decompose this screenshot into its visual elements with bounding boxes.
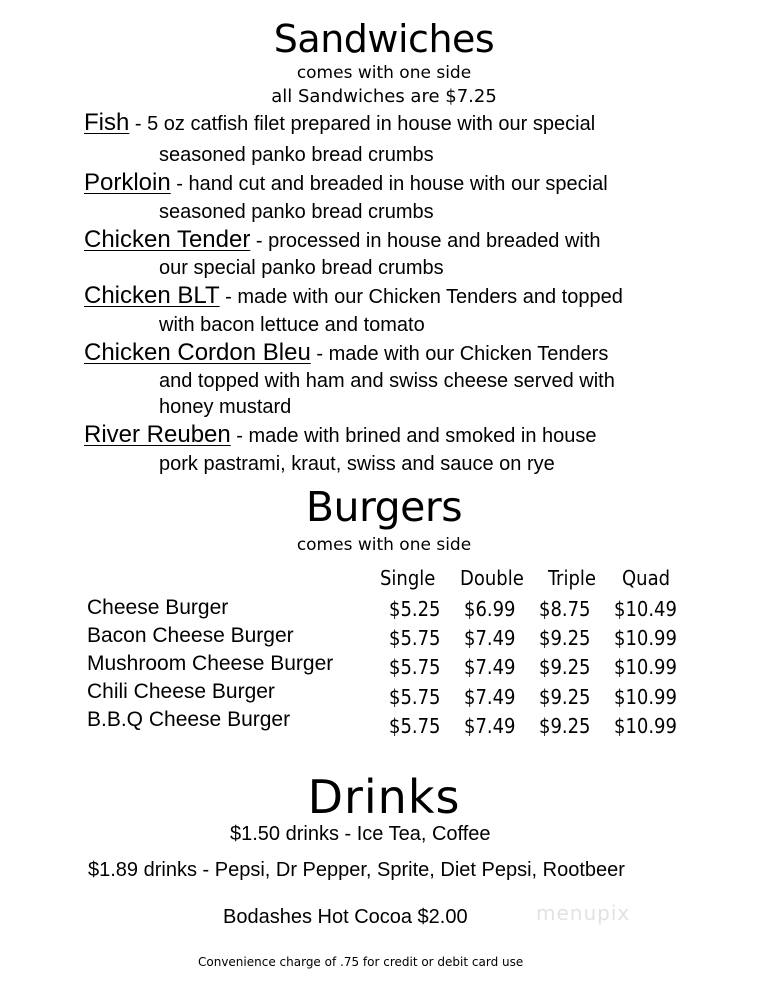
price-triple: $9.25 [539, 626, 591, 650]
column-header-triple: Triple [548, 566, 596, 590]
card-fee-note: Convenience charge of .75 for credit or debit card use [198, 955, 524, 969]
sandwich-item [84, 422, 597, 449]
price-double: $7.49 [464, 655, 516, 679]
sandwich-description: - made with our Chicken Tenders and topped [219, 286, 623, 308]
price-single: $5.75 [389, 714, 441, 738]
price-quad: $10.99 [614, 714, 677, 738]
price-triple: $9.25 [539, 714, 591, 738]
burger-name: Chili Cheese Burger [87, 680, 275, 703]
sandwich-description: - 5 oz catfish filet prepared in house with our special [129, 113, 596, 135]
price-single: $5.75 [389, 685, 441, 709]
price-quad: $10.49 [614, 597, 677, 621]
sandwich-description: - hand cut and breaded in house with our special [170, 173, 608, 195]
drinks-line-sodas: $1.89 drinks - Pepsi, Dr Pepper, Sprite, Diet Pepsi, Rootbeer [88, 859, 625, 881]
sandwich-item [84, 283, 623, 310]
sandwich-description-cont: with bacon lettuce and tomato [159, 314, 425, 336]
sandwich-item [84, 340, 608, 367]
drinks-line-tea-coffee: $1.50 drinks - Ice Tea, Coffee [230, 823, 491, 845]
menupix-watermark: menupix [536, 901, 631, 925]
price-single: $5.75 [389, 655, 441, 679]
sandwich-item [84, 227, 601, 254]
sandwich-description-cont: honey mustard [159, 396, 292, 418]
price-single: $5.75 [389, 626, 441, 650]
sandwich-name: River Reuben [84, 421, 231, 448]
sandwiches-subtitle-side: comes with one side [296, 63, 472, 83]
price-quad: $10.99 [614, 655, 677, 679]
sandwich-description-cont: pork pastrami, kraut, swiss and sauce on rye [159, 453, 555, 475]
sandwich-description: - made with brined and smoked in house [230, 425, 597, 447]
burger-name: Cheese Burger [87, 596, 229, 619]
price-double: $7.49 [464, 685, 516, 709]
price-quad: $10.99 [614, 685, 677, 709]
drinks-title: Drinks [307, 770, 461, 824]
price-double: $7.49 [464, 714, 516, 738]
sandwich-description-cont: seasoned panko bread crumbs [159, 144, 434, 166]
price-single: $5.25 [389, 597, 441, 621]
price-triple: $8.75 [539, 597, 591, 621]
burger-name: B.B.Q Cheese Burger [87, 708, 291, 731]
burgers-title: Burgers [305, 483, 463, 531]
sandwich-name: Fish [84, 109, 130, 136]
sandwiches-title: Sandwiches [273, 17, 495, 61]
burger-name: Bacon Cheese Burger [87, 624, 294, 647]
sandwich-description: - processed in house and breaded with [250, 230, 601, 252]
price-double: $7.49 [464, 626, 516, 650]
drinks-line-hot-cocoa: Bodashes Hot Cocoa $2.00 [223, 906, 468, 928]
column-header-double: Double [460, 566, 524, 590]
sandwich-name: Chicken Tender [84, 226, 251, 253]
price-triple: $9.25 [539, 655, 591, 679]
sandwich-name: Chicken Cordon Bleu [84, 339, 311, 366]
sandwich-description: - made with our Chicken Tenders [310, 343, 609, 365]
price-double: $6.99 [464, 597, 516, 621]
sandwiches-subtitle-price: all Sandwiches are $7.25 [271, 86, 497, 107]
sandwich-item [84, 110, 595, 137]
burgers-subtitle: comes with one side [296, 535, 472, 555]
sandwich-name: Chicken BLT [84, 282, 220, 309]
column-header-single: Single [380, 566, 436, 590]
sandwich-item [84, 170, 608, 197]
column-header-quad: Quad [622, 566, 671, 590]
sandwich-description-cont: seasoned panko bread crumbs [159, 201, 434, 223]
price-quad: $10.99 [614, 626, 677, 650]
sandwich-name: Porkloin [84, 169, 171, 196]
burger-name: Mushroom Cheese Burger [87, 652, 334, 675]
sandwich-description-cont: and topped with ham and swiss cheese served with [159, 370, 615, 392]
sandwich-description-cont: our special panko bread crumbs [159, 257, 444, 279]
price-triple: $9.25 [539, 685, 591, 709]
